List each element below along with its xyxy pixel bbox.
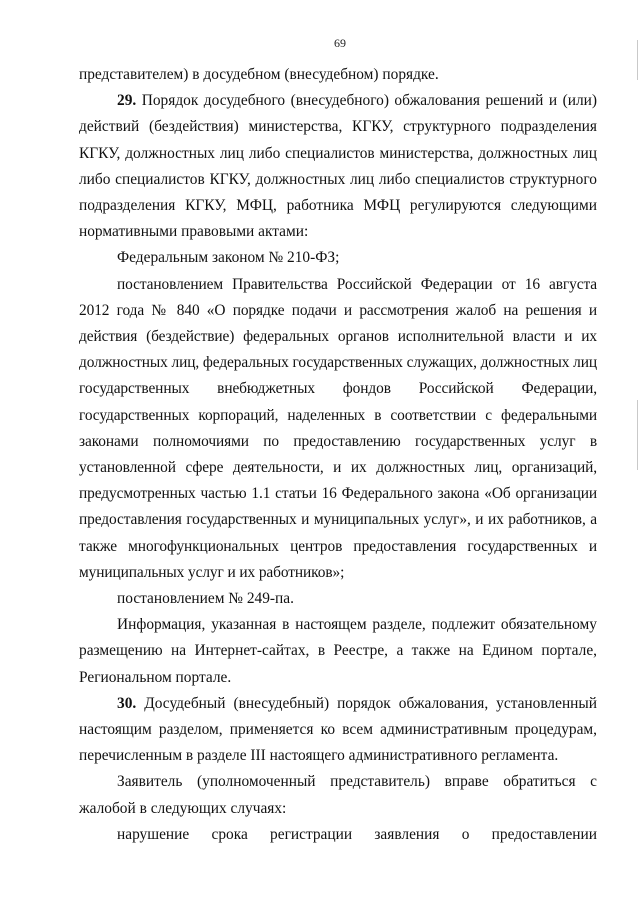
paragraph-text: постановлением Правительства Российской Федерации от 16 августа 2012 года № 840 «О порядке подачи и рассмотрения жалоб на решения и действия (бездействие) федеральных органов исполнительной власти и их должностных лиц, федеральных государственных служащих, должностных лиц государственных внебюджетных фондов Российской Федерации, государственных корпораций, наделенных в соответствии с федеральными законами полномочиями по предоставлению государственных услуг в установленной сфере деятельности, и их должностных лиц, организаций, предусмотренных частью 1.1 статьи 16 Федерального закона «Об организации предоставления государственных и муниципальных услуг», и их работников, а также многофункциональных центров предоставления государственных и муниципальных услуг и их работников»; — [79, 275, 597, 581]
paragraph-text: Федеральным законом № 210-ФЗ; — [117, 249, 340, 267]
section-number: 29. — [117, 92, 137, 110]
paragraph-text: Информация, указанная в настоящем разделе, подлежит обязательному размещению на Интернет-сайтах, в Реестре, а также на Едином портале, Региональном портале. — [79, 616, 597, 686]
page-number: 69 — [334, 36, 346, 50]
paragraph-information — [79, 612, 597, 691]
paragraph-applicant — [79, 769, 597, 821]
paragraph-resolution-249 — [79, 586, 597, 612]
paragraph-resolution-840 — [79, 272, 597, 586]
scan-edge-mark — [637, 40, 638, 80]
paragraph-30 — [79, 691, 597, 770]
paragraph-text: Заявитель (уполномоченный представитель) вправе обратиться с жалобой в следующих случаях: — [79, 773, 597, 817]
scan-edge-mark — [637, 400, 638, 470]
paragraph-text: Досудебный (внесудебный) порядок обжалования, установленный настоящим разделом, применяется ко всем административным процедурам, перечисленным в разделе III настоящего административного регламента. — [79, 694, 597, 765]
document-body — [79, 62, 597, 848]
paragraph-text: Порядок досудебного (внесудебного) обжалования решений и (или) действий (бездействия) министерства, КГКУ, структурного подразделения КГКУ, должностных лиц либо специалистов министерства, должностных лиц либо специалистов КГКУ, должностных лиц либо специалистов структурного подразделения КГКУ, МФЦ, работника МФЦ регулируются следующими нормативными правовыми актами: — [79, 92, 597, 241]
paragraph-federal-law — [79, 245, 597, 271]
paragraph-text: постановлением № 249-па. — [117, 590, 294, 608]
section-number: 30. — [117, 694, 137, 712]
paragraph-continuation — [79, 62, 597, 88]
paragraph-violation — [79, 822, 597, 848]
paragraph-text: представителем) в досудебном (внесудебном) порядке. — [79, 66, 439, 83]
paragraph-text: нарушение срока регистрации заявления о предоставлении — [117, 825, 597, 843]
paragraph-29 — [79, 88, 597, 245]
